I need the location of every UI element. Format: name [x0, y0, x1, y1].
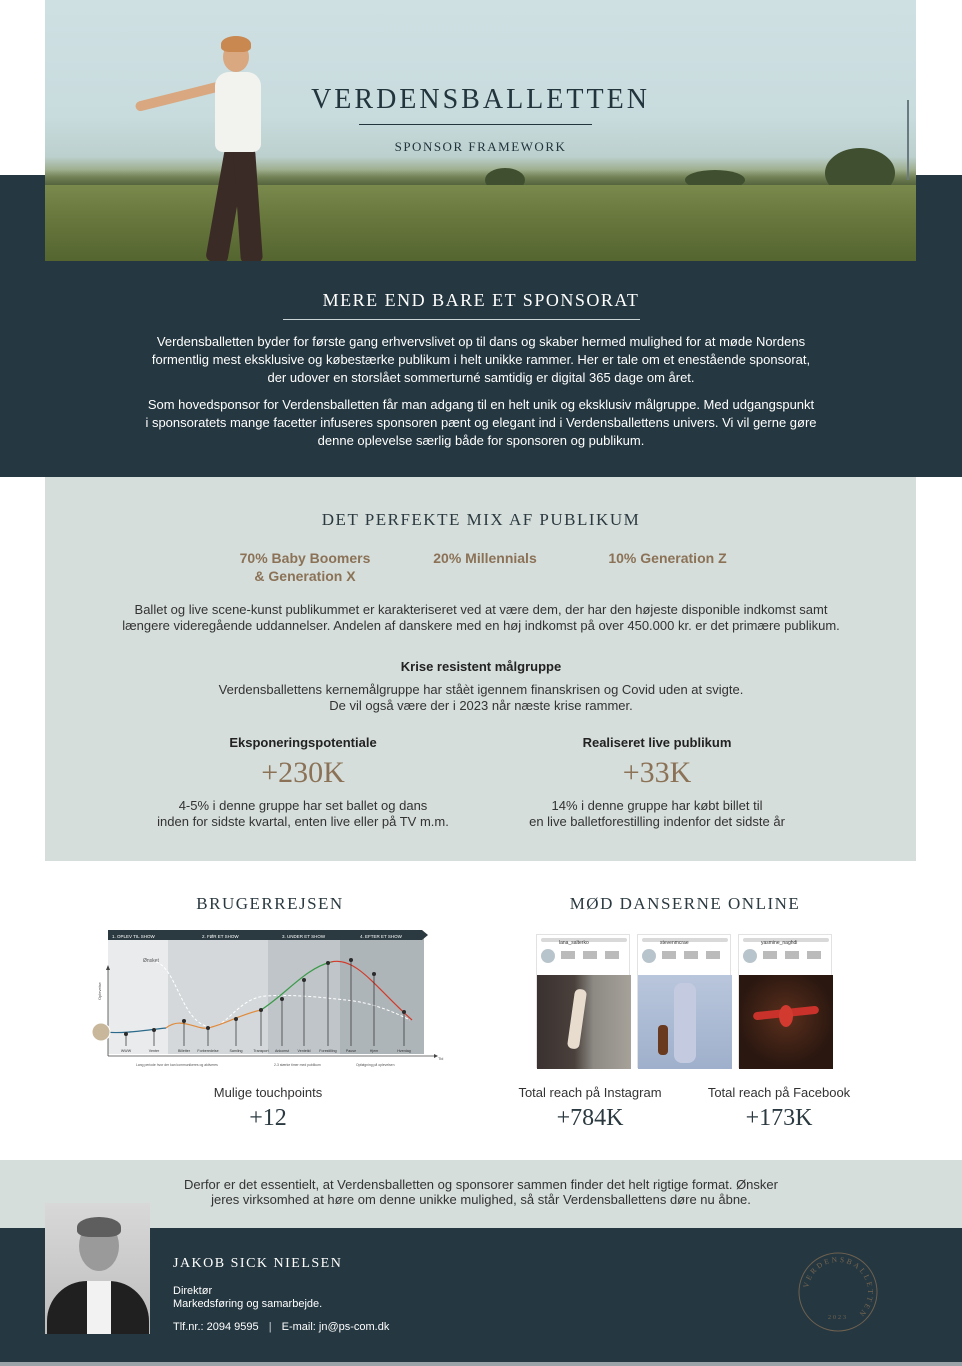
exposure-heading: Eksponeringspotentiale — [229, 735, 377, 750]
audience-description — [90, 602, 872, 634]
phase-label-4: 4. EFTER ET SHOW — [360, 934, 402, 939]
phase-label-3: 3. UNDER ET SHOW — [282, 934, 326, 939]
hero-image — [45, 0, 916, 261]
intro-divider — [283, 319, 640, 320]
instagram-profile-card — [536, 934, 630, 1068]
audience-line: Ballet og live scene-kunst publikummet er karakteriseret ved at være dem, der har den højeste disponible indkomst samt — [134, 602, 828, 617]
portrait-hair — [77, 1217, 121, 1237]
exposure-line: inden for sidste kvartal, enten live eller på TV m.m. — [157, 814, 449, 829]
live-line: en live balletforestilling indenfor det sidste år — [529, 814, 785, 829]
profile-handle: lana_salterko — [559, 940, 589, 946]
audience-line: længere videregående uddannelser. Andelen af danskere med en høj indkomst på over 450.000 kr. er det primære publikum. — [122, 618, 840, 633]
intro-line: Verdensballetten byder for første gang erhvervslivet op til dans og skaber hermed mulighed for at møde Nordens — [156, 334, 806, 349]
intro-paragraph-1 — [120, 333, 842, 387]
instagram-profile-card — [738, 934, 832, 1068]
touchpoint-label: Transport — [253, 1049, 269, 1053]
dancer-photo-1 — [537, 975, 631, 1069]
closing-line: Derfor er det essentielt, at Verdensballetten og sponsorer sammen finder det helt rigtige format. Ønsker — [184, 1177, 778, 1192]
title-divider — [359, 124, 592, 125]
touchpoint-label: Forberedelse — [197, 1049, 219, 1053]
instagram-reach-label: Total reach på Instagram — [518, 1085, 662, 1100]
user-journey-diagram — [86, 928, 446, 1070]
crisis-description — [90, 682, 872, 714]
instagram-profile-card — [637, 934, 731, 1068]
touchpoints-value: +12 — [249, 1105, 287, 1131]
facebook-reach-label: Total reach på Facebook — [707, 1085, 851, 1100]
profile-stats — [561, 951, 625, 959]
dancer-tutu — [779, 1005, 793, 1027]
contact-department: Markedsføring og samarbejde. — [173, 1298, 323, 1310]
contact-role: Direktør — [173, 1285, 213, 1297]
contact-details — [173, 1321, 389, 1334]
seal-year: 2023 — [828, 1315, 848, 1321]
contact-phone[interactable]: Tlf.nr.: 2094 9595 — [173, 1321, 259, 1333]
journey-footnotes — [136, 1063, 395, 1067]
y-axis-label: Oplevelse — [97, 982, 102, 1000]
touchpoint-label: Billetter — [178, 1049, 190, 1053]
journey-footnote: Opfølgning på oplevelsen — [356, 1063, 395, 1067]
crisis-line: De vil også være der i 2023 når næste krise rammer. — [329, 698, 633, 713]
profile-avatar — [642, 949, 656, 963]
closing-line: jeres virksomhed at høre om denne unikke mulighed, så står Verdensballettens døre nu åbne. — [211, 1192, 751, 1207]
instagram-reach-value: +784K — [556, 1105, 624, 1131]
verdensballetten-seal-logo — [797, 1251, 879, 1333]
online-heading: MØD DANSERNE ONLINE — [569, 894, 801, 913]
violin-shape — [658, 1025, 668, 1055]
live-heading: Realiseret live publikum — [582, 735, 732, 750]
intro-line: Som hovedsponsor for Verdensballetten får man adgang til en helt unik og eksklusiv målgruppe. Med udgangspunkt — [147, 397, 815, 412]
svg-text:VERDENSBALLETTEN — [801, 1255, 875, 1320]
generation-millennials: 20% Millennials — [433, 550, 537, 566]
exposure-line: 4-5% i denne gruppe har set ballet og dans — [178, 798, 428, 813]
intro-line: i sponsoratets mange facetter infuseres sponsoren pænt og elegant ind i Verdensballettens univers. Vi vil gerne gøre — [145, 415, 817, 430]
crisis-heading: Krise resistent målgruppe — [400, 659, 562, 674]
profile-stats — [662, 951, 726, 959]
profile-handle: stevenmcrae — [660, 940, 689, 946]
page-subtitle: SPONSOR FRAMEWORK — [394, 139, 567, 154]
dancer-photo-2 — [638, 975, 732, 1069]
intro-line: der udover en storslået sommerturné samtidig er digital 365 dage om året. — [267, 370, 695, 385]
dancer-figure — [567, 988, 587, 1049]
live-description — [487, 798, 827, 830]
intro-paragraph-2 — [120, 396, 842, 450]
journey-heading: BRUGERREJSEN — [196, 894, 344, 913]
contact-name: JAKOB SICK NIELSEN — [173, 1256, 343, 1271]
footer-bottom-line — [0, 1362, 962, 1366]
generation-label: 70% Baby Boomers — [239, 550, 371, 566]
facebook-reach-value: +173K — [745, 1105, 813, 1131]
intro-line: formentlig mest eksklusive og købestærke publikum i helt unikke rammer. Her er tale om et enestående sponsorat, — [151, 352, 811, 367]
touchpoint-label: Ventetid — [297, 1049, 311, 1053]
profile-handle: yasmine_naghdi — [761, 940, 798, 946]
phase-bg-2 — [168, 936, 268, 1054]
intro-line: denne oplevelse særlig både for sponsoren og publikum. — [317, 433, 645, 448]
contact-portrait — [45, 1203, 150, 1334]
touchpoint-label: Samling — [229, 1049, 243, 1053]
phase-label-2: 2. FØR ET SHOW — [202, 934, 239, 939]
phase-bg-4 — [340, 936, 424, 1054]
generation-label: & Generation X — [254, 568, 356, 584]
contact-separator: | — [268, 1321, 272, 1333]
profile-stats — [763, 951, 827, 959]
live-line: 14% i denne gruppe har købt billet til — [551, 798, 763, 813]
crisis-line: Verdensballettens kernemålgruppe har ståèt igennem finanskrisen og Covid uden at svigte. — [218, 682, 744, 697]
phase-label-1: 1. OPLEV TIL SHOW — [112, 934, 155, 939]
persona-avatar — [92, 1023, 110, 1041]
page-title: VERDENSBALLETTEN — [311, 84, 650, 115]
profile-avatar — [743, 949, 757, 963]
audience-heading: DET PERFEKTE MIX AF PUBLIKUM — [321, 510, 641, 529]
hero-dancer-hair — [221, 36, 251, 52]
exposure-description — [133, 798, 473, 830]
touchpoint-label: Hjem — [369, 1049, 379, 1053]
portrait-shirt — [87, 1281, 111, 1334]
closing-text — [140, 1177, 822, 1207]
touchpoints-label: Mulige touchpoints — [213, 1085, 323, 1100]
hero-field — [45, 185, 916, 261]
touchpoint-label: Forestilling — [319, 1049, 337, 1053]
touchpoint-label: Venter — [148, 1049, 160, 1053]
journey-footnote: Lang periode hvor der kan kommunikeres og aktiveres — [136, 1063, 218, 1067]
journey-footnote: 2-3 stærke timer med publikum — [274, 1063, 321, 1067]
live-value: +33K — [622, 756, 692, 789]
phase-bg-1 — [108, 936, 168, 1054]
journey-diagram-svg — [86, 928, 446, 1070]
wish-label: Ønsket — [143, 958, 159, 964]
dancer-figure — [674, 983, 696, 1063]
intro-heading: MERE END BARE ET SPONSORAT — [322, 290, 640, 310]
generation-z: 10% Generation Z — [608, 550, 727, 566]
touchpoint-label: Pause — [345, 1049, 357, 1053]
x-axis-label: Tid — [438, 1056, 444, 1061]
contact-email[interactable]: E-mail: jn@ps-com.dk — [281, 1321, 390, 1333]
profile-avatar — [541, 949, 555, 963]
touchpoint-label: Hverdag — [397, 1049, 411, 1053]
touchpoint-label: WWW — [120, 1049, 132, 1053]
seal-text: VERDENSBALLETTEN — [801, 1254, 876, 1320]
exposure-value: +230K — [261, 756, 345, 789]
touchpoint-label: Ankomst — [275, 1049, 289, 1053]
dancer-photo-3 — [739, 975, 833, 1069]
generation-boomers-x — [225, 549, 385, 585]
